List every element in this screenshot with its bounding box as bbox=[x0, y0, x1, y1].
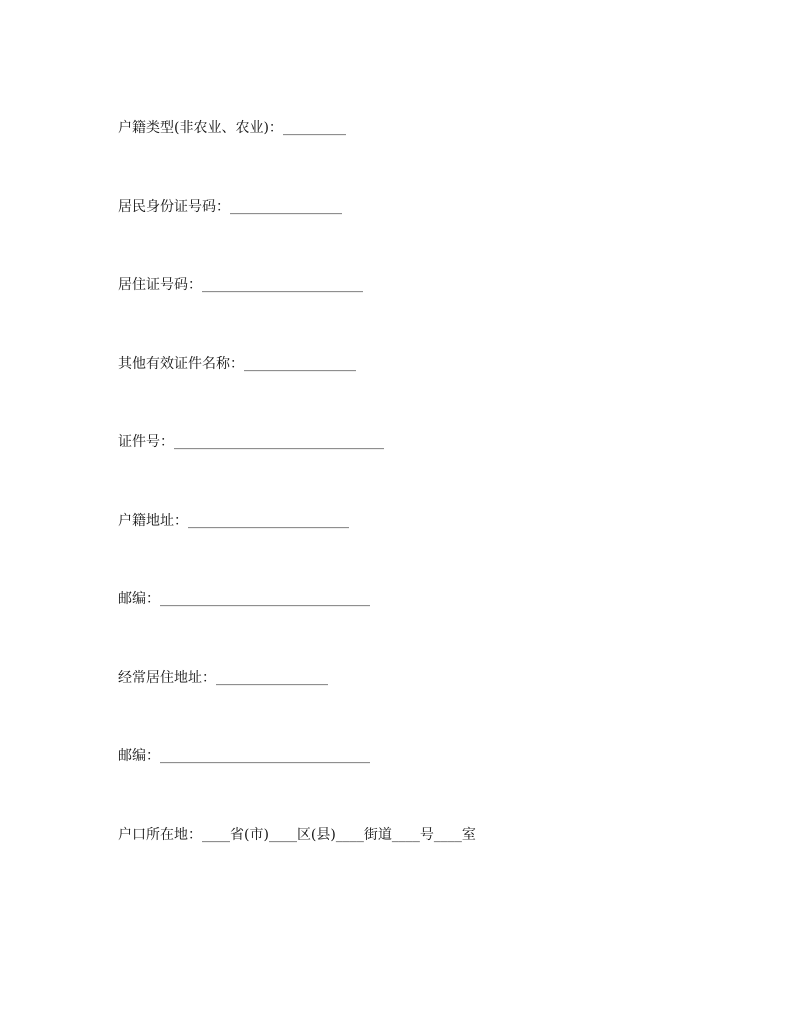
id-number-label: 居民身份证号码： bbox=[118, 199, 230, 215]
hukou-location-line bbox=[118, 826, 476, 844]
residence-permit-label: 居住证号码： bbox=[118, 277, 202, 293]
id-no-line bbox=[118, 433, 384, 451]
id-no-label: 证件号： bbox=[118, 434, 174, 450]
room-text: 室 bbox=[461, 827, 476, 843]
street-blank[interactable]: ____ bbox=[335, 827, 364, 843]
postcode-blank-2[interactable]: ______________________________ bbox=[160, 748, 370, 764]
other-id-name-line bbox=[118, 355, 356, 373]
hukou-address-label: 户籍地址： bbox=[118, 513, 188, 529]
hukou-type-label: 户籍类型(非农业、农业)： bbox=[118, 120, 283, 136]
residence-permit-blank[interactable]: _______________________ bbox=[202, 277, 363, 293]
hukou-type-blank[interactable]: _________ bbox=[282, 120, 346, 136]
postcode-label-2: 邮编： bbox=[118, 748, 160, 764]
usual-address-blank[interactable]: ________________ bbox=[216, 670, 328, 686]
hukou-location-label: 户口所在地： bbox=[118, 827, 202, 843]
hukou-address-blank[interactable]: _______________________ bbox=[188, 513, 349, 529]
hukou-type-line bbox=[118, 119, 346, 137]
postcode-label-1: 邮编： bbox=[118, 591, 160, 607]
number-blank[interactable]: ____ bbox=[391, 827, 420, 843]
postcode-blank-1[interactable]: ______________________________ bbox=[160, 591, 370, 607]
district-blank[interactable]: ____ bbox=[268, 827, 297, 843]
residence-permit-line bbox=[118, 276, 363, 294]
other-id-name-label: 其他有效证件名称： bbox=[118, 356, 244, 372]
street-text: 街道 bbox=[363, 827, 392, 843]
district-text: 区(县) bbox=[296, 827, 336, 843]
id-number-blank[interactable]: ________________ bbox=[230, 199, 342, 215]
usual-address-label: 经常居住地址： bbox=[118, 670, 216, 686]
id-no-blank[interactable]: ______________________________ bbox=[174, 434, 384, 450]
id-number-line bbox=[118, 198, 342, 216]
province-blank[interactable]: ____ bbox=[202, 827, 230, 843]
other-id-name-blank[interactable]: ________________ bbox=[244, 356, 356, 372]
hukou-address-line bbox=[118, 512, 349, 530]
postcode-line-1 bbox=[118, 590, 370, 608]
postcode-line-2 bbox=[118, 747, 370, 765]
usual-address-line bbox=[118, 669, 328, 687]
number-text: 号 bbox=[419, 827, 434, 843]
room-blank[interactable]: ____ bbox=[433, 827, 462, 843]
province-text: 省(市) bbox=[230, 827, 269, 843]
